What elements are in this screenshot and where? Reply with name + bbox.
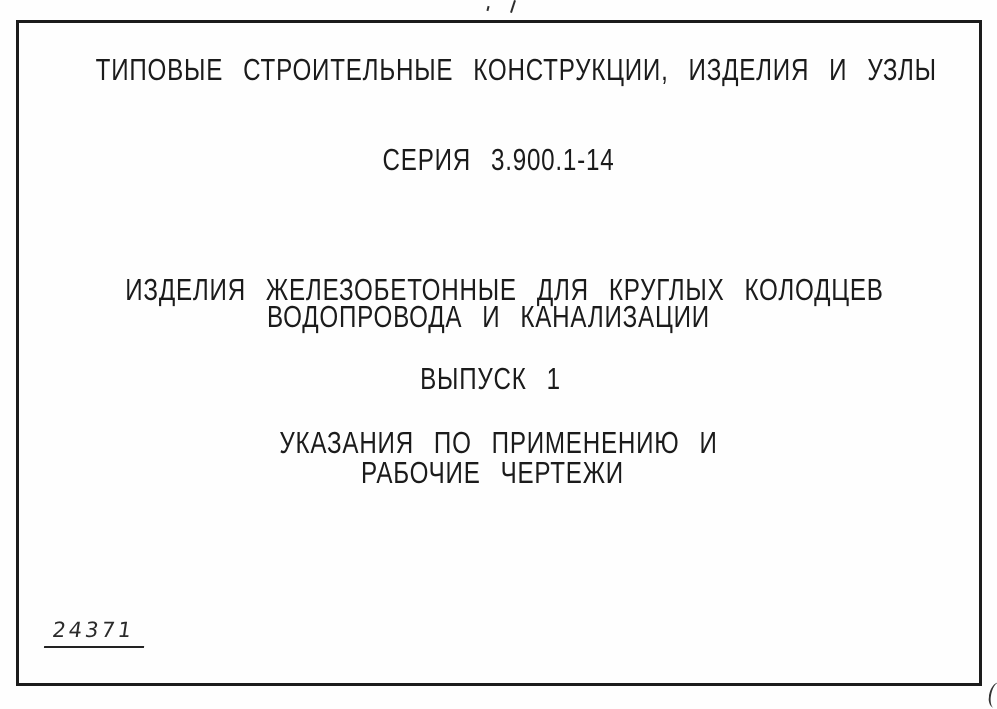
document-title-line-2: ВОДОПРОВОДА И КАНАЛИЗАЦИИ: [267, 299, 710, 334]
document-subtitle-line-1: УКАЗАНИЯ ПО ПРИМЕНЕНИЮ И: [279, 425, 718, 460]
issue-number: ВЫПУСК 1: [420, 361, 561, 396]
scan-artifact-slash: [510, 0, 516, 13]
scan-artifact-tick: [486, 6, 489, 11]
document-title-line-1: ИЗДЕЛИЯ ЖЕЛЕЗОБЕТОННЫЕ ДЛЯ КРУГЛЫХ КОЛОДЦЕВ: [125, 272, 884, 307]
series-number: СЕРИЯ 3.900.1-14: [382, 142, 615, 177]
inventory-number: 24371: [44, 618, 148, 648]
sheet-border-frame: [16, 20, 982, 686]
document-header: ТИПОВЫЕ СТРОИТЕЛЬНЫЕ КОНСТРУКЦИИ, ИЗДЕЛИЯ И УЗЛЫ: [95, 52, 937, 87]
document-subtitle-line-2: РАБОЧИЕ ЧЕРТЕЖИ: [361, 455, 624, 490]
